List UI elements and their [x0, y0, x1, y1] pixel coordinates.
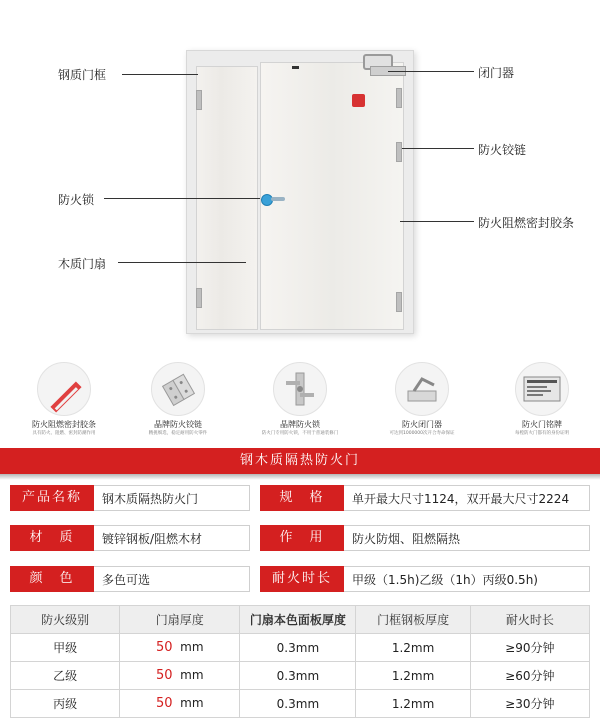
accessory-lock	[252, 362, 348, 437]
fire-grade-table	[10, 605, 590, 718]
callout-seal-line	[400, 221, 474, 222]
cell-frame-thickness: 1.2mm	[356, 662, 470, 690]
cell-panel-thickness: 0.3mm	[240, 634, 356, 662]
spec-label-product: 产品名称	[10, 485, 94, 511]
callout-frame-label: 钢质门框	[58, 68, 107, 82]
col-header-fire-duration: 耐火时长	[470, 606, 589, 634]
cell-leaf-thickness	[120, 634, 240, 662]
callout-frame-line	[122, 74, 198, 75]
accessory-name: 防火阻燃密封胶条	[32, 420, 96, 429]
cell-grade: 甲级	[11, 634, 120, 662]
hinge-right-top	[396, 88, 402, 108]
table-header-row	[11, 606, 590, 634]
accessory-hinge	[130, 362, 226, 437]
accessory-closer	[374, 362, 470, 437]
cell-fire-duration: ≥30分钟	[470, 690, 589, 718]
callout-hinge-label: 防火铰链	[478, 143, 527, 157]
spec-value-function: 防火防烟、阻燃隔热	[344, 525, 590, 551]
callout-lock-label: 防火锁	[58, 193, 95, 207]
hinge-icon	[151, 362, 205, 416]
accessory-desc: 防火门专用防火锁，不用于普通装修门	[261, 430, 339, 436]
thickness-value: 50	[155, 640, 173, 655]
section-banner: 钢木质隔热防火门	[0, 448, 600, 474]
spec-value-size: 单开最大尺寸1124，双开最大尺寸2224	[344, 485, 590, 511]
alarm-button	[352, 94, 365, 107]
callout-leaf-label: 木质门扇	[58, 257, 107, 271]
cell-fire-duration: ≥60分钟	[470, 662, 589, 690]
door-top-slot	[292, 66, 299, 69]
accessory-desc: 每樘防火门都有的身份证明	[514, 430, 569, 436]
cell-frame-thickness: 1.2mm	[356, 634, 470, 662]
cell-grade: 丙级	[11, 690, 120, 718]
lock-lever	[271, 197, 285, 201]
accessory-desc: 精挑细选，稳定耐用防火零件	[148, 430, 208, 436]
banner-shadow	[0, 474, 600, 480]
table-row	[11, 662, 590, 690]
table-row	[11, 690, 590, 718]
callout-lock-line	[104, 198, 260, 199]
accessory-name: 晶牌防火铰链	[154, 420, 202, 429]
callout-seal-label: 防火阻燃密封胶条	[478, 216, 575, 230]
callout-closer-label: 闭门器	[478, 66, 515, 80]
spec-label-function: 作 用	[260, 525, 344, 551]
spec-label-material: 材 质	[10, 525, 94, 551]
accessory-name: 防火门铭牌	[522, 420, 562, 429]
accessory-desc: 可达到1000000次开合寿命保证	[389, 430, 455, 436]
cell-leaf-thickness	[120, 662, 240, 690]
callout-hinge-line	[402, 148, 474, 149]
cell-fire-duration: ≥90分钟	[470, 634, 589, 662]
hinge-left-top	[196, 90, 202, 110]
accessory-seal-strip	[16, 362, 112, 437]
col-header-panel-thickness: 门扇本色面板厚度	[240, 606, 356, 634]
accessory-nameplate	[494, 362, 590, 437]
accessory-name: 防火闭门器	[402, 420, 442, 429]
cell-panel-thickness: 0.3mm	[240, 662, 356, 690]
thickness-unit: mm	[180, 696, 204, 710]
callout-closer-line	[388, 71, 474, 72]
spec-label-fire-duration: 耐火时长	[260, 566, 344, 592]
cell-panel-thickness: 0.3mm	[240, 690, 356, 718]
accessory-name: 晶牌防火锁	[280, 420, 320, 429]
spec-label-size: 规 格	[260, 485, 344, 511]
lock-icon	[273, 362, 327, 416]
spec-value-color: 多色可选	[94, 566, 250, 592]
cell-grade: 乙级	[11, 662, 120, 690]
thickness-unit: mm	[180, 668, 204, 682]
thickness-value: 50	[155, 696, 173, 711]
spec-label-color: 颜 色	[10, 566, 94, 592]
hinge-right-middle	[396, 142, 402, 162]
table-row	[11, 634, 590, 662]
cell-frame-thickness: 1.2mm	[356, 690, 470, 718]
hinge-left-bottom	[196, 288, 202, 308]
door-leaf-right	[260, 62, 404, 330]
thickness-value: 50	[155, 668, 173, 683]
spec-value-fire-duration: 甲级（1.5h)乙级（1h）丙级0.5h)	[344, 566, 590, 592]
spec-value-product: 钢木质隔热防火门	[94, 485, 250, 511]
col-header-grade: 防火级别	[11, 606, 120, 634]
spec-value-material: 镀锌钢板/阻燃木材	[94, 525, 250, 551]
col-header-frame-thickness: 门框钢板厚度	[356, 606, 470, 634]
callout-leaf-line	[118, 262, 246, 263]
closer-icon	[395, 362, 449, 416]
hinge-right-bottom	[396, 292, 402, 312]
cell-leaf-thickness	[120, 690, 240, 718]
thickness-unit: mm	[180, 640, 204, 654]
seal-strip-icon	[37, 362, 91, 416]
col-header-leaf-thickness: 门扇厚度	[120, 606, 240, 634]
accessory-desc: 具有防火、阻燃、密封防潮作用	[32, 430, 96, 436]
nameplate-icon	[515, 362, 569, 416]
